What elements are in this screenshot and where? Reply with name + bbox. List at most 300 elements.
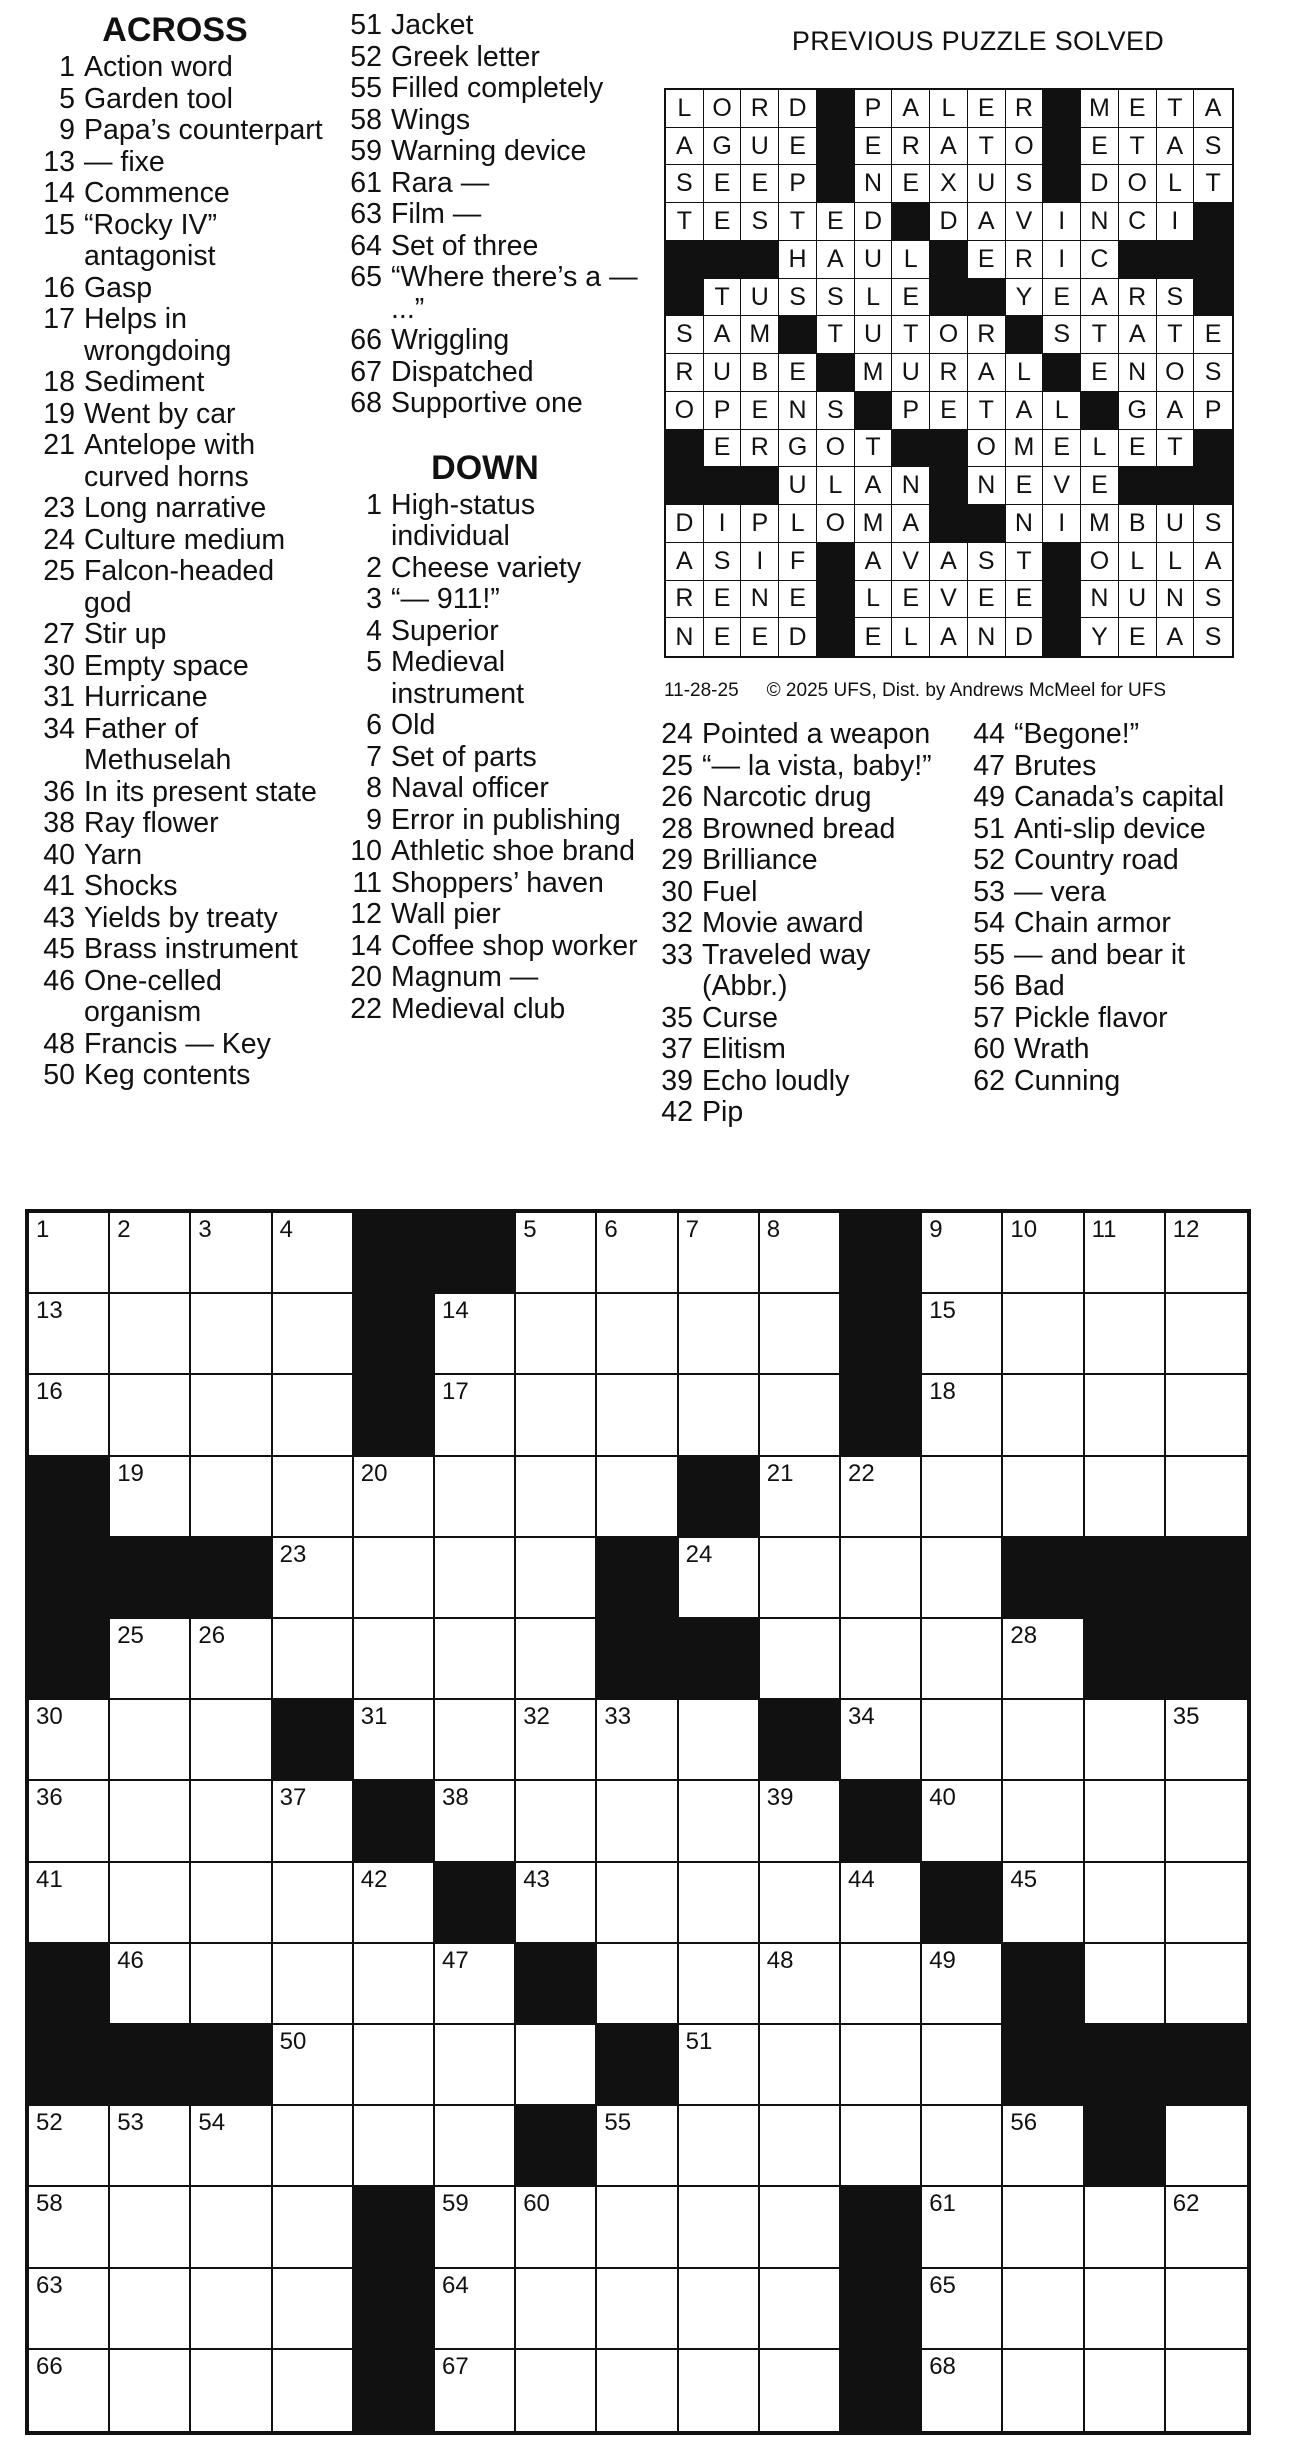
answer-cell[interactable] <box>1085 1944 1166 2025</box>
answer-cell[interactable] <box>435 1294 516 1375</box>
clue-text: Warning device <box>391 135 587 167</box>
clue-text: Film — <box>391 198 482 230</box>
answer-cell[interactable] <box>516 1375 597 1456</box>
down-clue <box>330 899 640 931</box>
answer-cell[interactable] <box>597 1944 678 2025</box>
previous-letter-cell: A <box>855 543 893 581</box>
black-square <box>597 1538 678 1619</box>
previous-letter-cell: Y <box>1006 279 1044 317</box>
answer-cell[interactable] <box>841 1619 922 1700</box>
clue-number: 16 <box>43 271 75 304</box>
clue-text: Keg contents <box>84 1059 251 1091</box>
previous-black-square <box>930 279 968 317</box>
black-square <box>1166 2025 1247 2106</box>
answer-cell[interactable] <box>273 2187 354 2268</box>
answer-cell[interactable] <box>841 1944 922 2025</box>
answer-cell[interactable] <box>597 2187 678 2268</box>
answer-cell[interactable] <box>760 1213 841 1294</box>
answer-cell[interactable] <box>435 2269 516 2350</box>
previous-letter-cell: O <box>1006 128 1044 166</box>
cell-number: 10 <box>1010 1216 1038 1243</box>
answer-cell[interactable] <box>1003 2269 1084 2350</box>
answer-cell[interactable] <box>516 1700 597 1781</box>
down-clue-list-final <box>957 719 1287 1097</box>
answer-cell[interactable] <box>679 1375 760 1456</box>
across-clue <box>330 199 640 231</box>
clue-number: 62 <box>973 1064 1005 1097</box>
answer-cell[interactable] <box>1085 2269 1166 2350</box>
answer-cell[interactable] <box>191 2187 272 2268</box>
answer-cell[interactable] <box>435 2025 516 2106</box>
answer-cell[interactable] <box>516 2025 597 2106</box>
previous-letter-cell: D <box>779 618 817 656</box>
cell-number: 18 <box>929 1378 956 1406</box>
answer-cell[interactable] <box>273 2025 354 2106</box>
answer-cell[interactable] <box>273 1863 354 1944</box>
answer-cell[interactable] <box>191 2350 272 2431</box>
answer-cell[interactable] <box>1166 2350 1247 2431</box>
answer-cell[interactable] <box>760 1619 841 1700</box>
answer-cell[interactable] <box>760 1781 841 1862</box>
answer-cell[interactable] <box>29 1700 110 1781</box>
previous-letter-cell: P <box>855 90 893 128</box>
answer-cell[interactable] <box>679 2350 760 2431</box>
answer-cell[interactable] <box>760 1944 841 2025</box>
clue-text: Magnum — <box>391 961 539 993</box>
answer-cell[interactable] <box>597 1457 678 1538</box>
answer-cell[interactable] <box>597 1863 678 1944</box>
answer-cell[interactable] <box>354 1457 435 1538</box>
answer-cell[interactable] <box>516 1863 597 1944</box>
answer-cell[interactable] <box>191 1781 272 1862</box>
answer-cell[interactable] <box>110 1213 191 1294</box>
answer-cell[interactable] <box>922 2350 1003 2431</box>
previous-black-square <box>817 128 855 166</box>
cell-number: 30 <box>36 1703 63 1731</box>
clue-text: Country road <box>1014 844 1179 876</box>
answer-cell[interactable] <box>29 1213 110 1294</box>
down-clue <box>957 908 1287 940</box>
answer-cell[interactable] <box>110 2106 191 2187</box>
answer-cell[interactable] <box>679 1700 760 1781</box>
answer-cell[interactable] <box>1003 1700 1084 1781</box>
answer-cell[interactable] <box>1085 1863 1166 1944</box>
answer-cell[interactable] <box>841 2106 922 2187</box>
answer-cell[interactable] <box>354 1863 435 1944</box>
answer-cell[interactable] <box>679 1294 760 1375</box>
previous-letter-cell: E <box>704 618 742 656</box>
previous-letter-cell: R <box>1006 241 1044 279</box>
answer-cell[interactable] <box>922 1700 1003 1781</box>
answer-cell[interactable] <box>922 2187 1003 2268</box>
answer-cell[interactable] <box>29 2350 110 2431</box>
answer-cell[interactable] <box>516 1538 597 1619</box>
crossword-grid <box>25 1209 1251 2435</box>
answer-cell[interactable] <box>110 1619 191 1700</box>
answer-cell[interactable] <box>110 2187 191 2268</box>
answer-cell[interactable] <box>1085 1700 1166 1781</box>
down-clue <box>330 962 640 994</box>
answer-cell[interactable] <box>435 2350 516 2431</box>
clue-text: Browned bread <box>702 812 896 845</box>
answer-cell[interactable] <box>1003 1294 1084 1375</box>
answer-cell[interactable] <box>273 2269 354 2350</box>
previous-letter-cell: S <box>968 543 1006 581</box>
answer-cell[interactable] <box>354 1619 435 1700</box>
black-square <box>1085 2106 1166 2187</box>
down-clue <box>957 751 1287 783</box>
clue-number: 60 <box>973 1033 1005 1065</box>
cell-number: 6 <box>604 1216 618 1243</box>
previous-black-square <box>1043 128 1081 166</box>
previous-letter-cell: U <box>741 279 779 317</box>
answer-cell[interactable] <box>110 1457 191 1538</box>
answer-cell[interactable] <box>29 1781 110 1862</box>
across-clue <box>25 1060 325 1092</box>
answer-cell[interactable] <box>679 1538 760 1619</box>
clue-text: “— 911!” <box>391 583 500 615</box>
across-clue <box>25 147 325 179</box>
answer-cell[interactable] <box>354 1700 435 1781</box>
previous-letter-cell: V <box>930 581 968 619</box>
clue-text: Jacket <box>391 9 474 41</box>
answer-cell[interactable] <box>273 1944 354 2025</box>
previous-black-square <box>741 467 779 505</box>
answer-cell[interactable] <box>679 1781 760 1862</box>
black-square <box>29 1538 110 1619</box>
answer-cell[interactable] <box>597 1375 678 1456</box>
down-clue <box>330 710 640 742</box>
answer-cell[interactable] <box>110 1781 191 1862</box>
answer-cell[interactable] <box>1166 1944 1247 2025</box>
answer-cell[interactable] <box>516 2269 597 2350</box>
answer-cell[interactable] <box>435 1781 516 1862</box>
down-clue <box>957 845 1287 877</box>
answer-cell[interactable] <box>679 2187 760 2268</box>
clue-number: 48 <box>43 1027 75 1060</box>
previous-letter-cell: E <box>892 165 930 203</box>
answer-cell[interactable] <box>922 1375 1003 1456</box>
answer-cell[interactable] <box>435 1619 516 1700</box>
answer-cell[interactable] <box>841 2025 922 2106</box>
answer-cell[interactable] <box>1085 1213 1166 1294</box>
answer-cell[interactable] <box>191 1863 272 1944</box>
black-square <box>354 2187 435 2268</box>
black-square <box>354 2269 435 2350</box>
answer-cell[interactable] <box>760 2350 841 2431</box>
answer-cell[interactable] <box>354 1538 435 1619</box>
previous-letter-cell: S <box>817 392 855 430</box>
clue-text: Yields by treaty <box>84 901 278 934</box>
answer-cell[interactable] <box>110 1294 191 1375</box>
answer-cell[interactable] <box>597 1781 678 1862</box>
answer-cell[interactable] <box>1003 1619 1084 1700</box>
answer-cell[interactable] <box>516 1213 597 1294</box>
answer-cell[interactable] <box>1003 2187 1084 2268</box>
clue-text: — vera <box>1014 875 1106 908</box>
answer-cell[interactable] <box>922 2106 1003 2187</box>
previous-letter-cell: T <box>1194 165 1232 203</box>
answer-cell[interactable] <box>273 2106 354 2187</box>
answer-cell[interactable] <box>597 1700 678 1781</box>
black-square <box>354 2350 435 2431</box>
clue-number: 5 <box>366 646 382 678</box>
black-square <box>841 1375 922 1456</box>
previous-letter-cell: A <box>968 354 1006 392</box>
answer-cell[interactable] <box>191 2269 272 2350</box>
answer-cell[interactable] <box>1085 2187 1166 2268</box>
down-clue <box>957 1003 1287 1035</box>
clue-number: 59 <box>350 135 382 167</box>
black-square <box>1085 2025 1166 2106</box>
answer-cell[interactable] <box>679 1213 760 1294</box>
answer-cell[interactable] <box>679 2106 760 2187</box>
black-square <box>110 2025 191 2106</box>
answer-cell[interactable] <box>760 1863 841 1944</box>
answer-cell[interactable] <box>922 1213 1003 1294</box>
answer-cell[interactable] <box>110 1375 191 1456</box>
answer-cell[interactable] <box>1166 1863 1247 1944</box>
answer-cell[interactable] <box>273 1619 354 1700</box>
answer-cell[interactable] <box>29 1375 110 1456</box>
clue-number: 24 <box>661 718 693 750</box>
answer-cell[interactable] <box>1085 1375 1166 1456</box>
clue-text: Medieval instrument <box>391 646 525 710</box>
previous-letter-cell: P <box>1194 392 1232 430</box>
across-clue <box>25 556 325 619</box>
across-clue <box>330 10 640 42</box>
previous-letter-cell: A <box>1157 392 1195 430</box>
clue-number: 5 <box>59 82 75 115</box>
previous-letter-cell: A <box>892 90 930 128</box>
answer-cell[interactable] <box>516 1781 597 1862</box>
across-clue <box>25 934 325 966</box>
answer-cell[interactable] <box>1166 1294 1247 1375</box>
answer-cell[interactable] <box>1003 1457 1084 1538</box>
black-square <box>516 1944 597 2025</box>
previous-letter-cell: E <box>704 581 742 619</box>
answer-cell[interactable] <box>597 2350 678 2431</box>
answer-cell[interactable] <box>679 2269 760 2350</box>
answer-cell[interactable] <box>597 1294 678 1375</box>
answer-cell[interactable] <box>273 1294 354 1375</box>
previous-letter-cell: N <box>1081 581 1119 619</box>
previous-black-square <box>779 316 817 354</box>
previous-letter-cell: A <box>930 618 968 656</box>
answer-cell[interactable] <box>354 1944 435 2025</box>
answer-cell[interactable] <box>922 1619 1003 1700</box>
black-square <box>1003 1538 1084 1619</box>
previous-black-square <box>817 165 855 203</box>
answer-cell[interactable] <box>354 2106 435 2187</box>
answer-cell[interactable] <box>760 2106 841 2187</box>
cell-number: 17 <box>441 1378 469 1406</box>
answer-cell[interactable] <box>760 1457 841 1538</box>
answer-cell[interactable] <box>191 1700 272 1781</box>
answer-cell[interactable] <box>29 1294 110 1375</box>
answer-cell[interactable] <box>922 2025 1003 2106</box>
answer-cell[interactable] <box>760 1294 841 1375</box>
previous-letter-cell: R <box>1119 279 1157 317</box>
answer-cell[interactable] <box>435 1375 516 1456</box>
cell-number: 21 <box>766 1459 794 1487</box>
previous-letter-cell: A <box>855 467 893 505</box>
previous-letter-cell: L <box>1081 430 1119 468</box>
answer-cell[interactable] <box>435 1457 516 1538</box>
answer-cell[interactable] <box>1003 2106 1084 2187</box>
answer-cell[interactable] <box>760 1375 841 1456</box>
answer-cell[interactable] <box>922 1781 1003 1862</box>
previous-letter-cell: T <box>1157 90 1195 128</box>
answer-cell[interactable] <box>516 1619 597 1700</box>
answer-cell[interactable] <box>1166 2269 1247 2350</box>
previous-letter-cell: D <box>779 90 817 128</box>
across-heading: ACROSS <box>102 11 248 49</box>
answer-cell[interactable] <box>841 1538 922 1619</box>
answer-cell[interactable] <box>922 2269 1003 2350</box>
answer-cell[interactable] <box>760 2187 841 2268</box>
answer-cell[interactable] <box>29 1863 110 1944</box>
previous-letter-cell: E <box>1081 128 1119 166</box>
answer-cell[interactable] <box>273 1213 354 1294</box>
answer-cell[interactable] <box>1003 1863 1084 1944</box>
answer-cell[interactable] <box>191 1375 272 1456</box>
previous-letter-cell: N <box>1157 581 1195 619</box>
cell-number: 43 <box>523 1865 550 1893</box>
answer-cell[interactable] <box>191 2106 272 2187</box>
previous-letter-cell: S <box>1204 622 1222 651</box>
answer-cell[interactable] <box>110 1944 191 2025</box>
answer-cell[interactable] <box>922 1294 1003 1375</box>
previous-letter-cell: N <box>1119 354 1157 392</box>
previous-letter-cell: U <box>892 354 930 392</box>
clue-number: 32 <box>661 907 693 939</box>
previous-letter-cell: N <box>779 392 817 430</box>
previous-letter-cell: R <box>666 354 704 392</box>
previous-letter-cell: L <box>855 279 893 317</box>
answer-cell[interactable] <box>1085 1457 1166 1538</box>
answer-cell[interactable] <box>191 1944 272 2025</box>
answer-cell[interactable] <box>1166 1700 1247 1781</box>
answer-cell[interactable] <box>1166 1457 1247 1538</box>
answer-cell[interactable] <box>29 2269 110 2350</box>
answer-cell[interactable] <box>191 1457 272 1538</box>
answer-cell[interactable] <box>191 1619 272 1700</box>
across-clue <box>25 871 325 903</box>
previous-letter-cell: M <box>1006 430 1044 468</box>
answer-cell[interactable] <box>435 2187 516 2268</box>
clue-number: 68 <box>350 387 382 419</box>
answer-cell[interactable] <box>841 1863 922 1944</box>
previous-letter-cell: F <box>779 543 817 581</box>
answer-cell[interactable] <box>1085 2350 1166 2431</box>
answer-cell[interactable] <box>516 2350 597 2431</box>
down-clue <box>957 877 1287 909</box>
previous-black-square <box>817 618 855 656</box>
answer-cell[interactable] <box>29 2187 110 2268</box>
answer-cell[interactable] <box>273 1538 354 1619</box>
clue-text: Medieval club <box>391 992 566 1025</box>
previous-letter-cell: E <box>855 128 893 166</box>
answer-cell[interactable] <box>1085 1294 1166 1375</box>
answer-cell[interactable] <box>273 1781 354 1862</box>
answer-cell[interactable] <box>516 2187 597 2268</box>
answer-cell[interactable] <box>760 2025 841 2106</box>
previous-letter-cell: A <box>817 241 855 279</box>
answer-cell[interactable] <box>516 1294 597 1375</box>
answer-cell[interactable] <box>597 2269 678 2350</box>
cell-number: 61 <box>929 2190 956 2218</box>
answer-cell[interactable] <box>922 1538 1003 1619</box>
answer-cell[interactable] <box>435 2106 516 2187</box>
answer-cell[interactable] <box>922 1457 1003 1538</box>
answer-cell[interactable] <box>841 1457 922 1538</box>
answer-cell[interactable] <box>435 1538 516 1619</box>
clue-number: 66 <box>350 324 382 356</box>
black-square <box>29 1619 110 1700</box>
answer-cell[interactable] <box>597 1213 678 1294</box>
answer-cell[interactable] <box>1166 1781 1247 1862</box>
black-square <box>191 2025 272 2106</box>
answer-cell[interactable] <box>273 1375 354 1456</box>
answer-cell[interactable] <box>1085 1781 1166 1862</box>
answer-cell[interactable] <box>841 1700 922 1781</box>
answer-cell[interactable] <box>760 1538 841 1619</box>
previous-letter-cell: A <box>930 128 968 166</box>
answer-cell[interactable] <box>110 1700 191 1781</box>
answer-cell[interactable] <box>110 1863 191 1944</box>
previous-letter-cell: E <box>855 618 893 656</box>
answer-cell[interactable] <box>1166 1375 1247 1456</box>
answer-cell[interactable] <box>110 2269 191 2350</box>
answer-cell[interactable] <box>679 2025 760 2106</box>
answer-cell[interactable] <box>435 1944 516 2025</box>
answer-cell[interactable] <box>597 2106 678 2187</box>
answer-cell[interactable] <box>435 1700 516 1781</box>
answer-cell[interactable] <box>191 1213 272 1294</box>
clue-number: 53 <box>973 875 1005 908</box>
cell-number: 45 <box>1010 1865 1038 1893</box>
answer-cell[interactable] <box>679 1863 760 1944</box>
answer-cell[interactable] <box>29 2106 110 2187</box>
previous-letter-cell: O <box>704 90 742 128</box>
answer-cell[interactable] <box>354 2025 435 2106</box>
previous-letter-cell: N <box>855 165 893 203</box>
across-clue <box>330 262 640 325</box>
answer-cell[interactable] <box>1166 1213 1247 1294</box>
answer-cell[interactable] <box>922 1944 1003 2025</box>
answer-cell[interactable] <box>679 1944 760 2025</box>
previous-black-square <box>666 430 704 468</box>
answer-cell[interactable] <box>1166 2187 1247 2268</box>
answer-cell[interactable] <box>1003 1781 1084 1862</box>
previous-letter-cell: T <box>968 392 1006 430</box>
answer-cell[interactable] <box>1003 2350 1084 2431</box>
answer-cell[interactable] <box>760 2269 841 2350</box>
answer-cell[interactable] <box>516 1457 597 1538</box>
answer-cell[interactable] <box>273 1457 354 1538</box>
answer-cell[interactable] <box>110 2350 191 2431</box>
answer-cell[interactable] <box>273 2350 354 2431</box>
previous-letter-cell: A <box>1157 128 1195 166</box>
answer-cell[interactable] <box>191 1294 272 1375</box>
answer-cell[interactable] <box>1166 2106 1247 2187</box>
previous-letter-cell: D <box>1081 165 1119 203</box>
answer-cell[interactable] <box>1003 1213 1084 1294</box>
previous-black-square <box>930 467 968 505</box>
answer-cell[interactable] <box>1003 1375 1084 1456</box>
previous-letter-cell: A <box>1194 90 1232 128</box>
